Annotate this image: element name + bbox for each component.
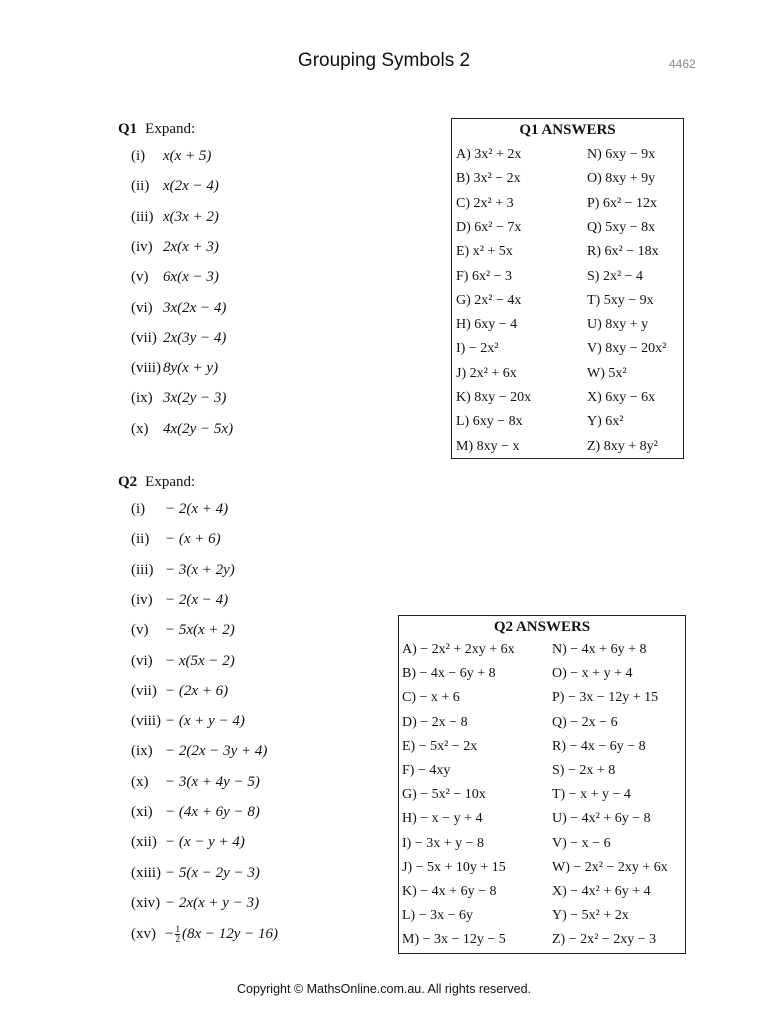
- copyright-footer: Copyright © MathsOnline.com.au. All rights reserved.: [236, 982, 532, 996]
- q1-item: [131, 360, 218, 377]
- q2-item-number: (xiv): [131, 894, 161, 911]
- q2-item: [131, 622, 235, 639]
- q1-item: [131, 239, 219, 256]
- q2-answer-option: K) − 4x + 6y − 8: [402, 884, 497, 899]
- q2-item: [131, 743, 267, 760]
- q1-item-number: (v): [131, 269, 149, 286]
- q1-answer-option: P) 6x² − 12x: [587, 195, 658, 211]
- q2-answer-option: Z) − 2x² − 2xy − 3: [552, 932, 657, 948]
- q2-answer-option: C) − x + 6: [402, 690, 460, 706]
- q1-item: [131, 421, 233, 438]
- q1-item: [131, 178, 219, 195]
- q1-answer-option: U) 8xy + y: [587, 317, 649, 333]
- q2-item-expression: − 5(x − 2y − 3): [165, 864, 260, 881]
- q1-item-number: (x): [131, 420, 149, 437]
- q1-answer-option: N) 6xy − 9x: [587, 147, 656, 162]
- q2-answer-option: U) − 4x² + 6y − 8: [552, 811, 651, 827]
- q1-item-number: (iv): [131, 238, 153, 255]
- q2-item-number: (x): [131, 773, 149, 790]
- q2-item-expression: − 2(x − 4): [165, 591, 229, 608]
- q2-answer-option: F) − 4xy: [402, 763, 451, 778]
- page-title: Grouping Symbols 2: [297, 50, 471, 71]
- q1-answer-option: W) 5x²: [587, 365, 627, 381]
- q2-answer-option: G) − 5x² − 10x: [402, 787, 486, 803]
- q2-answer-option: V) − x − 6: [552, 835, 611, 851]
- q1-item-number: (vi): [131, 299, 153, 316]
- q1-item-expression: x(3x + 2): [163, 208, 219, 225]
- q1-item-expression: 2x(x + 3): [163, 238, 219, 255]
- q1-answer-option: I) − 2x²: [456, 341, 499, 357]
- q1-item-expression: 3x(2x − 4): [163, 299, 227, 316]
- q1-instruction: Expand:: [145, 121, 196, 137]
- q1-item-expression: 4x(2y − 5x): [163, 420, 234, 437]
- q1-answer-option: E) x² + 5x: [456, 244, 513, 260]
- q1-answer-option: G) 2x² − 4x: [456, 292, 522, 308]
- q2-item: [131, 713, 245, 730]
- q2-item: [131, 683, 228, 700]
- q2-item-expression: − 2(2x − 3y + 4): [165, 743, 268, 760]
- q2-answer-option: I) − 3x + y − 8: [402, 835, 485, 851]
- q2-item-sign: −: [165, 926, 174, 943]
- q2-answer-option: J) − 5x + 10y + 15: [402, 859, 506, 875]
- q1-answer-option: Y) 6x²: [587, 414, 624, 430]
- q1-item-expression: 2x(3y − 4): [163, 329, 227, 346]
- fraction-numerator: 1: [175, 924, 180, 935]
- q2-answer-option: T) − x + y − 4: [552, 787, 631, 803]
- q2-answer-option: Y) − 5x² + 2x: [552, 908, 629, 924]
- q1-answer-option: X) 6xy − 6x: [587, 390, 656, 405]
- q2-item-number: (v): [131, 622, 149, 639]
- q1-item: [131, 148, 211, 165]
- q2-item: [131, 804, 260, 821]
- q2-item: [131, 865, 260, 882]
- q2-item-expression: − 2x(x + y − 3): [165, 894, 260, 911]
- q2-item: [131, 774, 260, 791]
- worksheet-code: 4462: [669, 57, 696, 71]
- q1-answer-option: S) 2x² − 4: [587, 268, 644, 284]
- q1-item-number: (iii): [131, 208, 154, 225]
- q2-item-number: (iii): [131, 561, 154, 578]
- q1-answer-option: R) 6x² − 18x: [587, 244, 659, 260]
- q2-item-number: (ix): [131, 743, 153, 760]
- q2-item: [131, 531, 221, 548]
- q2-answer-option: A) − 2x² + 2xy + 6x: [402, 642, 515, 657]
- q1-item-number: (ii): [131, 178, 150, 195]
- q2-item-number: (vi): [131, 652, 153, 669]
- q1-item-expression: 3x(2y − 3): [163, 390, 227, 407]
- q1-answers-box: [451, 118, 684, 459]
- q1-item-number: (viii): [131, 360, 161, 377]
- q2-answer-option: L) − 3x − 6y: [402, 908, 474, 924]
- q2-item-fraction: [175, 925, 180, 944]
- q2-answer-option: N) − 4x + 6y + 8: [552, 642, 647, 657]
- q1-answer-option: C) 2x² + 3: [456, 195, 514, 211]
- q2-instruction: Expand:: [145, 474, 196, 490]
- q2-item-expression: − 3(x + 4y − 5): [165, 773, 260, 790]
- q1-item-expression: x(x + 5): [163, 148, 212, 164]
- q1-item-number: (vii): [131, 329, 157, 346]
- q2-item-expression: − (x + y − 4): [165, 713, 245, 730]
- q2-label: Q2: [118, 474, 138, 490]
- q1-heading: [118, 121, 195, 138]
- q2-item: [131, 834, 245, 851]
- q2-answer-option: W) − 2x² − 2xy + 6x: [552, 859, 668, 875]
- q1-answer-option: J) 2x² + 6x: [456, 365, 517, 381]
- q2-item-expression: − 2(x + 4): [165, 501, 229, 517]
- q2-item-number: (vii): [131, 682, 157, 699]
- q1-answer-option: D) 6x² − 7x: [456, 219, 522, 235]
- q1-answer-option: B) 3x² − 2x: [456, 171, 521, 187]
- q1-answer-option: F) 6x² − 3: [456, 268, 513, 284]
- q2-answer-option: Q) − 2x − 6: [552, 714, 618, 730]
- q2-item-expression: − 3(x + 2y): [165, 561, 235, 578]
- q1-answer-option: Q) 5xy − 8x: [587, 219, 656, 235]
- q2-heading: [118, 474, 195, 491]
- q2-answers-title: Q2 ANSWERS: [493, 619, 591, 635]
- q2-item-number: (iv): [131, 591, 153, 608]
- q1-item-expression: 8y(x + y): [163, 360, 219, 377]
- q2-item-number: (xv): [131, 926, 156, 943]
- q2-item-number: (xiii): [131, 864, 161, 881]
- q2-item-number: (xi): [131, 804, 153, 820]
- q2-item-number: (ii): [131, 531, 150, 548]
- q2-answer-option: P) − 3x − 12y + 15: [552, 690, 659, 706]
- q2-item-expression: − x(5x − 2): [165, 652, 235, 669]
- q1-answer-option: O) 8xy + 9y: [587, 171, 656, 187]
- q2-answers-box: [398, 615, 686, 954]
- q1-item: [131, 209, 219, 226]
- q1-answer-option: M) 8xy − x: [456, 438, 520, 454]
- q1-answer-option: H) 6xy − 4: [456, 317, 518, 333]
- q1-item: [131, 330, 226, 347]
- q2-item-number: (xii): [131, 834, 157, 851]
- q2-item-expression: − (4x + 6y − 8): [165, 804, 260, 820]
- q1-answers-title: Q1 ANSWERS: [519, 122, 616, 138]
- q1-answer-option: L) 6xy − 8x: [456, 414, 523, 430]
- q1-item: [131, 300, 226, 317]
- q2-answer-option: E) − 5x² − 2x: [402, 738, 478, 754]
- q1-item: [131, 390, 226, 407]
- q1-answer-option: Z) 8xy + 8y²: [587, 438, 658, 454]
- q2-item: [131, 501, 228, 518]
- q2-item: [131, 895, 259, 912]
- q1-item-number: (i): [131, 148, 146, 164]
- q2-answer-option: D) − 2x − 8: [402, 714, 468, 730]
- q1-label: Q1: [118, 121, 138, 137]
- q2-item: [131, 653, 235, 670]
- q2-answer-option: X) − 4x² + 6y + 4: [552, 884, 651, 899]
- q2-answer-option: B) − 4x − 6y + 8: [402, 666, 496, 682]
- q1-item: [131, 269, 219, 286]
- q2-item: [131, 562, 235, 579]
- q1-item-number: (ix): [131, 390, 153, 407]
- q1-answer-option: V) 8xy − 20x²: [587, 341, 667, 357]
- q2-item-expression: (8x − 12y − 16): [181, 926, 279, 943]
- q2-item-expression: − (x − y + 4): [165, 834, 245, 851]
- q2-answer-option: S) − 2x + 8: [552, 763, 616, 778]
- q2-answer-option: R) − 4x − 6y − 8: [552, 738, 646, 754]
- q2-item-number: (i): [131, 501, 146, 517]
- q2-item-expression: − 5x(x + 2): [165, 622, 235, 639]
- q1-answer-option: K) 8xy − 20x: [456, 390, 532, 405]
- q2-answer-option: M) − 3x − 12y − 5: [402, 932, 506, 948]
- q2-item-number: (viii): [131, 713, 161, 730]
- q2-item-expression: − (2x + 6): [165, 682, 229, 699]
- q2-answer-option: O) − x + y + 4: [552, 666, 633, 682]
- q2-item: [131, 592, 228, 609]
- fraction-denominator: 2: [175, 934, 180, 945]
- q1-answer-option: A) 3x² + 2x: [456, 147, 522, 162]
- q2-answer-option: H) − x − y + 4: [402, 811, 483, 827]
- q2-item: [131, 925, 278, 944]
- q1-item-expression: x(2x − 4): [163, 178, 219, 195]
- q1-answer-option: T) 5xy − 9x: [587, 292, 654, 308]
- q2-item-expression: − (x + 6): [165, 531, 221, 548]
- q1-item-expression: 6x(x − 3): [163, 269, 219, 286]
